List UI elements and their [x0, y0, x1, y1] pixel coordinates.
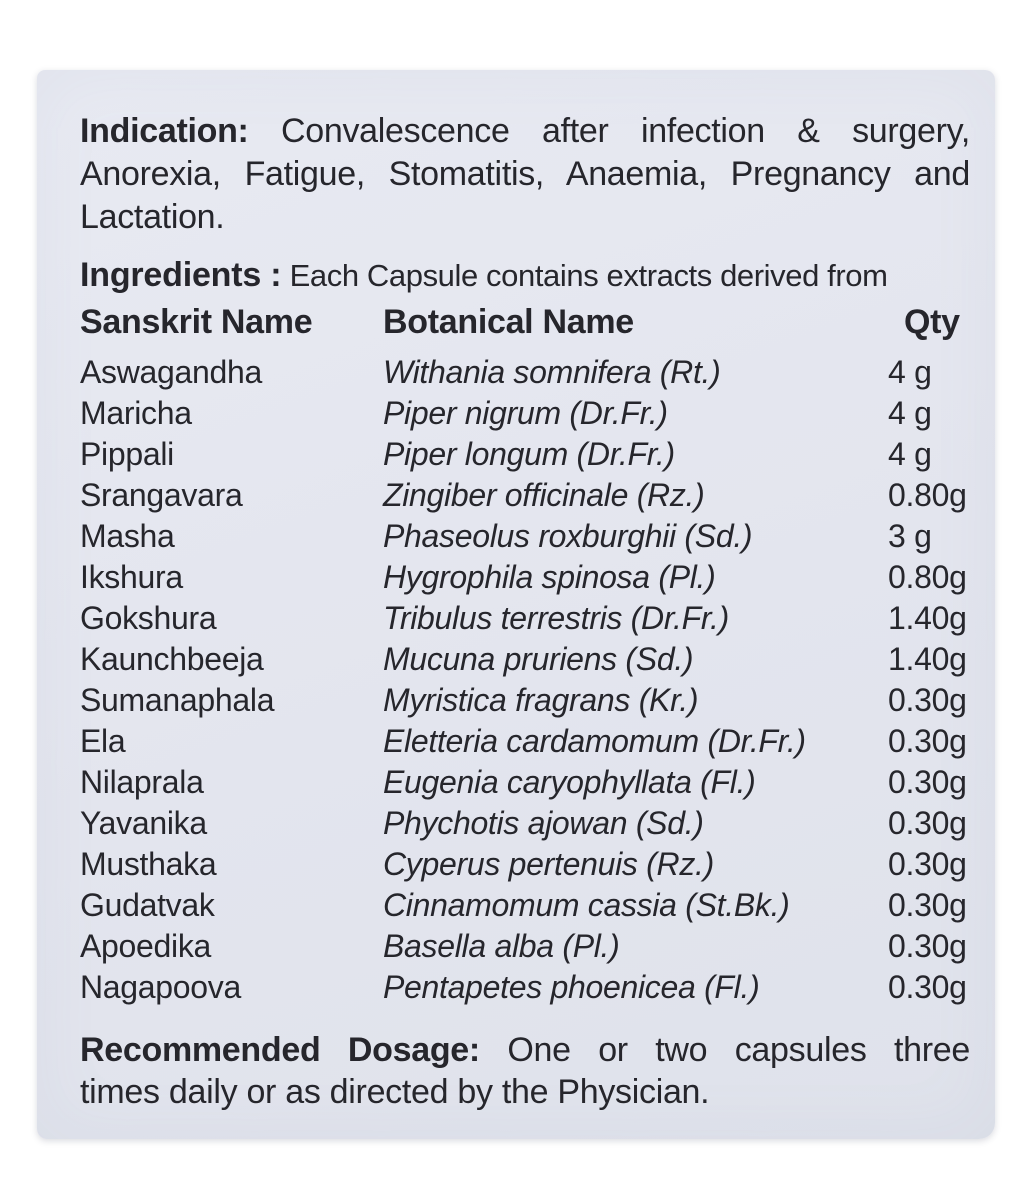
qty-cell: 0.30g — [888, 887, 967, 923]
qty-cell: 1.40g — [888, 600, 967, 636]
table-row — [80, 639, 970, 680]
qty-cell: 4 g — [888, 436, 932, 472]
table-row — [80, 926, 970, 967]
ingredients-intro-text: Each Capsule contains extracts derived from — [289, 258, 888, 293]
qty-cell: 4 g — [888, 395, 932, 431]
table-row — [80, 475, 970, 516]
sanskrit-name-cell: Srangavara — [80, 477, 243, 513]
botanical-name-cell: Pentapetes phoenicea (Fl.) — [383, 969, 760, 1005]
indication-section — [80, 110, 970, 239]
ingredients-table — [80, 300, 970, 1008]
column-header-sanskrit-name: Sanskrit Name — [80, 303, 313, 341]
indication-heading: Indication: — [80, 112, 249, 150]
table-row — [80, 557, 970, 598]
dosage-heading: Recommended Dosage: — [80, 1031, 480, 1069]
sanskrit-name-cell: Gokshura — [80, 600, 217, 636]
botanical-name-cell: Phychotis ajowan (Sd.) — [383, 805, 704, 841]
table-row — [80, 598, 970, 639]
indication-line-3: Lactation. — [80, 198, 225, 236]
dosage-text: One or two capsules three — [507, 1031, 970, 1069]
dosage-section — [80, 1029, 970, 1113]
ingredients-intro — [80, 254, 970, 297]
sanskrit-name-cell: Maricha — [80, 395, 192, 431]
indication-text: Convalescence after infection & surgery, — [281, 112, 970, 150]
qty-cell: 0.30g — [888, 805, 967, 841]
qty-cell: 3 g — [888, 518, 932, 554]
botanical-name-cell: Eletteria cardamomum (Dr.Fr.) — [383, 723, 806, 759]
qty-cell: 0.30g — [888, 723, 967, 759]
sanskrit-name-cell: Yavanika — [80, 805, 207, 841]
botanical-name-cell: Zingiber officinale (Rz.) — [383, 477, 705, 513]
sanskrit-name-cell: Ela — [80, 723, 126, 759]
qty-cell: 0.30g — [888, 928, 967, 964]
ingredients-table-header — [80, 300, 970, 344]
qty-cell: 0.30g — [888, 682, 967, 718]
sanskrit-name-cell: Sumanaphala — [80, 682, 275, 718]
sanskrit-name-cell: Nagapoova — [80, 969, 241, 1005]
sanskrit-name-cell: Ikshura — [80, 559, 183, 595]
sanskrit-name-cell: Nilaprala — [80, 764, 204, 800]
sanskrit-name-cell: Musthaka — [80, 846, 217, 882]
ingredients-heading: Ingredients : — [80, 256, 282, 294]
table-row — [80, 844, 970, 885]
botanical-name-cell: Piper longum (Dr.Fr.) — [383, 436, 675, 472]
table-row — [80, 762, 970, 803]
botanical-name-cell: Basella alba (Pl.) — [383, 928, 620, 964]
table-row — [80, 803, 970, 844]
botanical-name-cell: Cinnamomum cassia (St.Bk.) — [383, 887, 790, 923]
botanical-name-cell: Phaseolus roxburghii (Sd.) — [383, 518, 753, 554]
table-row — [80, 885, 970, 926]
qty-cell: 0.30g — [888, 846, 967, 882]
table-row — [80, 393, 970, 434]
botanical-name-cell: Hygrophila spinosa (Pl.) — [383, 559, 716, 595]
sanskrit-name-cell: Gudatvak — [80, 887, 215, 923]
table-row — [80, 352, 970, 393]
botanical-name-cell: Piper nigrum (Dr.Fr.) — [383, 395, 668, 431]
qty-cell: 1.40g — [888, 641, 967, 677]
botanical-name-cell: Tribulus terrestris (Dr.Fr.) — [383, 600, 729, 636]
table-row — [80, 434, 970, 475]
qty-cell: 0.30g — [888, 764, 967, 800]
botanical-name-cell: Mucuna pruriens (Sd.) — [383, 641, 694, 677]
sanskrit-name-cell: Aswagandha — [80, 354, 263, 390]
qty-cell: 0.30g — [888, 969, 967, 1005]
product-label — [37, 70, 995, 1139]
table-row — [80, 516, 970, 557]
indication-line-2: Anorexia, Fatigue, Stomatitis, Anaemia, Pregnancy and — [80, 155, 970, 193]
sanskrit-name-cell: Kaunchbeeja — [80, 641, 264, 677]
dosage-line-1 — [80, 1029, 970, 1071]
table-row — [80, 721, 970, 762]
column-header-qty: Qty — [904, 303, 960, 341]
dosage-line-2: times daily or as directed by the Physician. — [80, 1073, 710, 1111]
qty-cell: 0.80g — [888, 559, 967, 595]
qty-cell: 4 g — [888, 354, 932, 390]
column-header-botanical-name: Botanical Name — [383, 303, 634, 341]
botanical-name-cell: Eugenia caryophyllata (Fl.) — [383, 764, 756, 800]
indication-line-1 — [80, 110, 970, 153]
sanskrit-name-cell: Masha — [80, 518, 175, 554]
botanical-name-cell: Withania somnifera (Rt.) — [383, 354, 721, 390]
table-row — [80, 680, 970, 721]
botanical-name-cell: Cyperus pertenuis (Rz.) — [383, 846, 714, 882]
qty-cell: 0.80g — [888, 477, 967, 513]
table-row — [80, 967, 970, 1008]
ingredients-table-body — [80, 352, 970, 1008]
botanical-name-cell: Myristica fragrans (Kr.) — [383, 682, 699, 718]
sanskrit-name-cell: Apoedika — [80, 928, 212, 964]
sanskrit-name-cell: Pippali — [80, 436, 174, 472]
